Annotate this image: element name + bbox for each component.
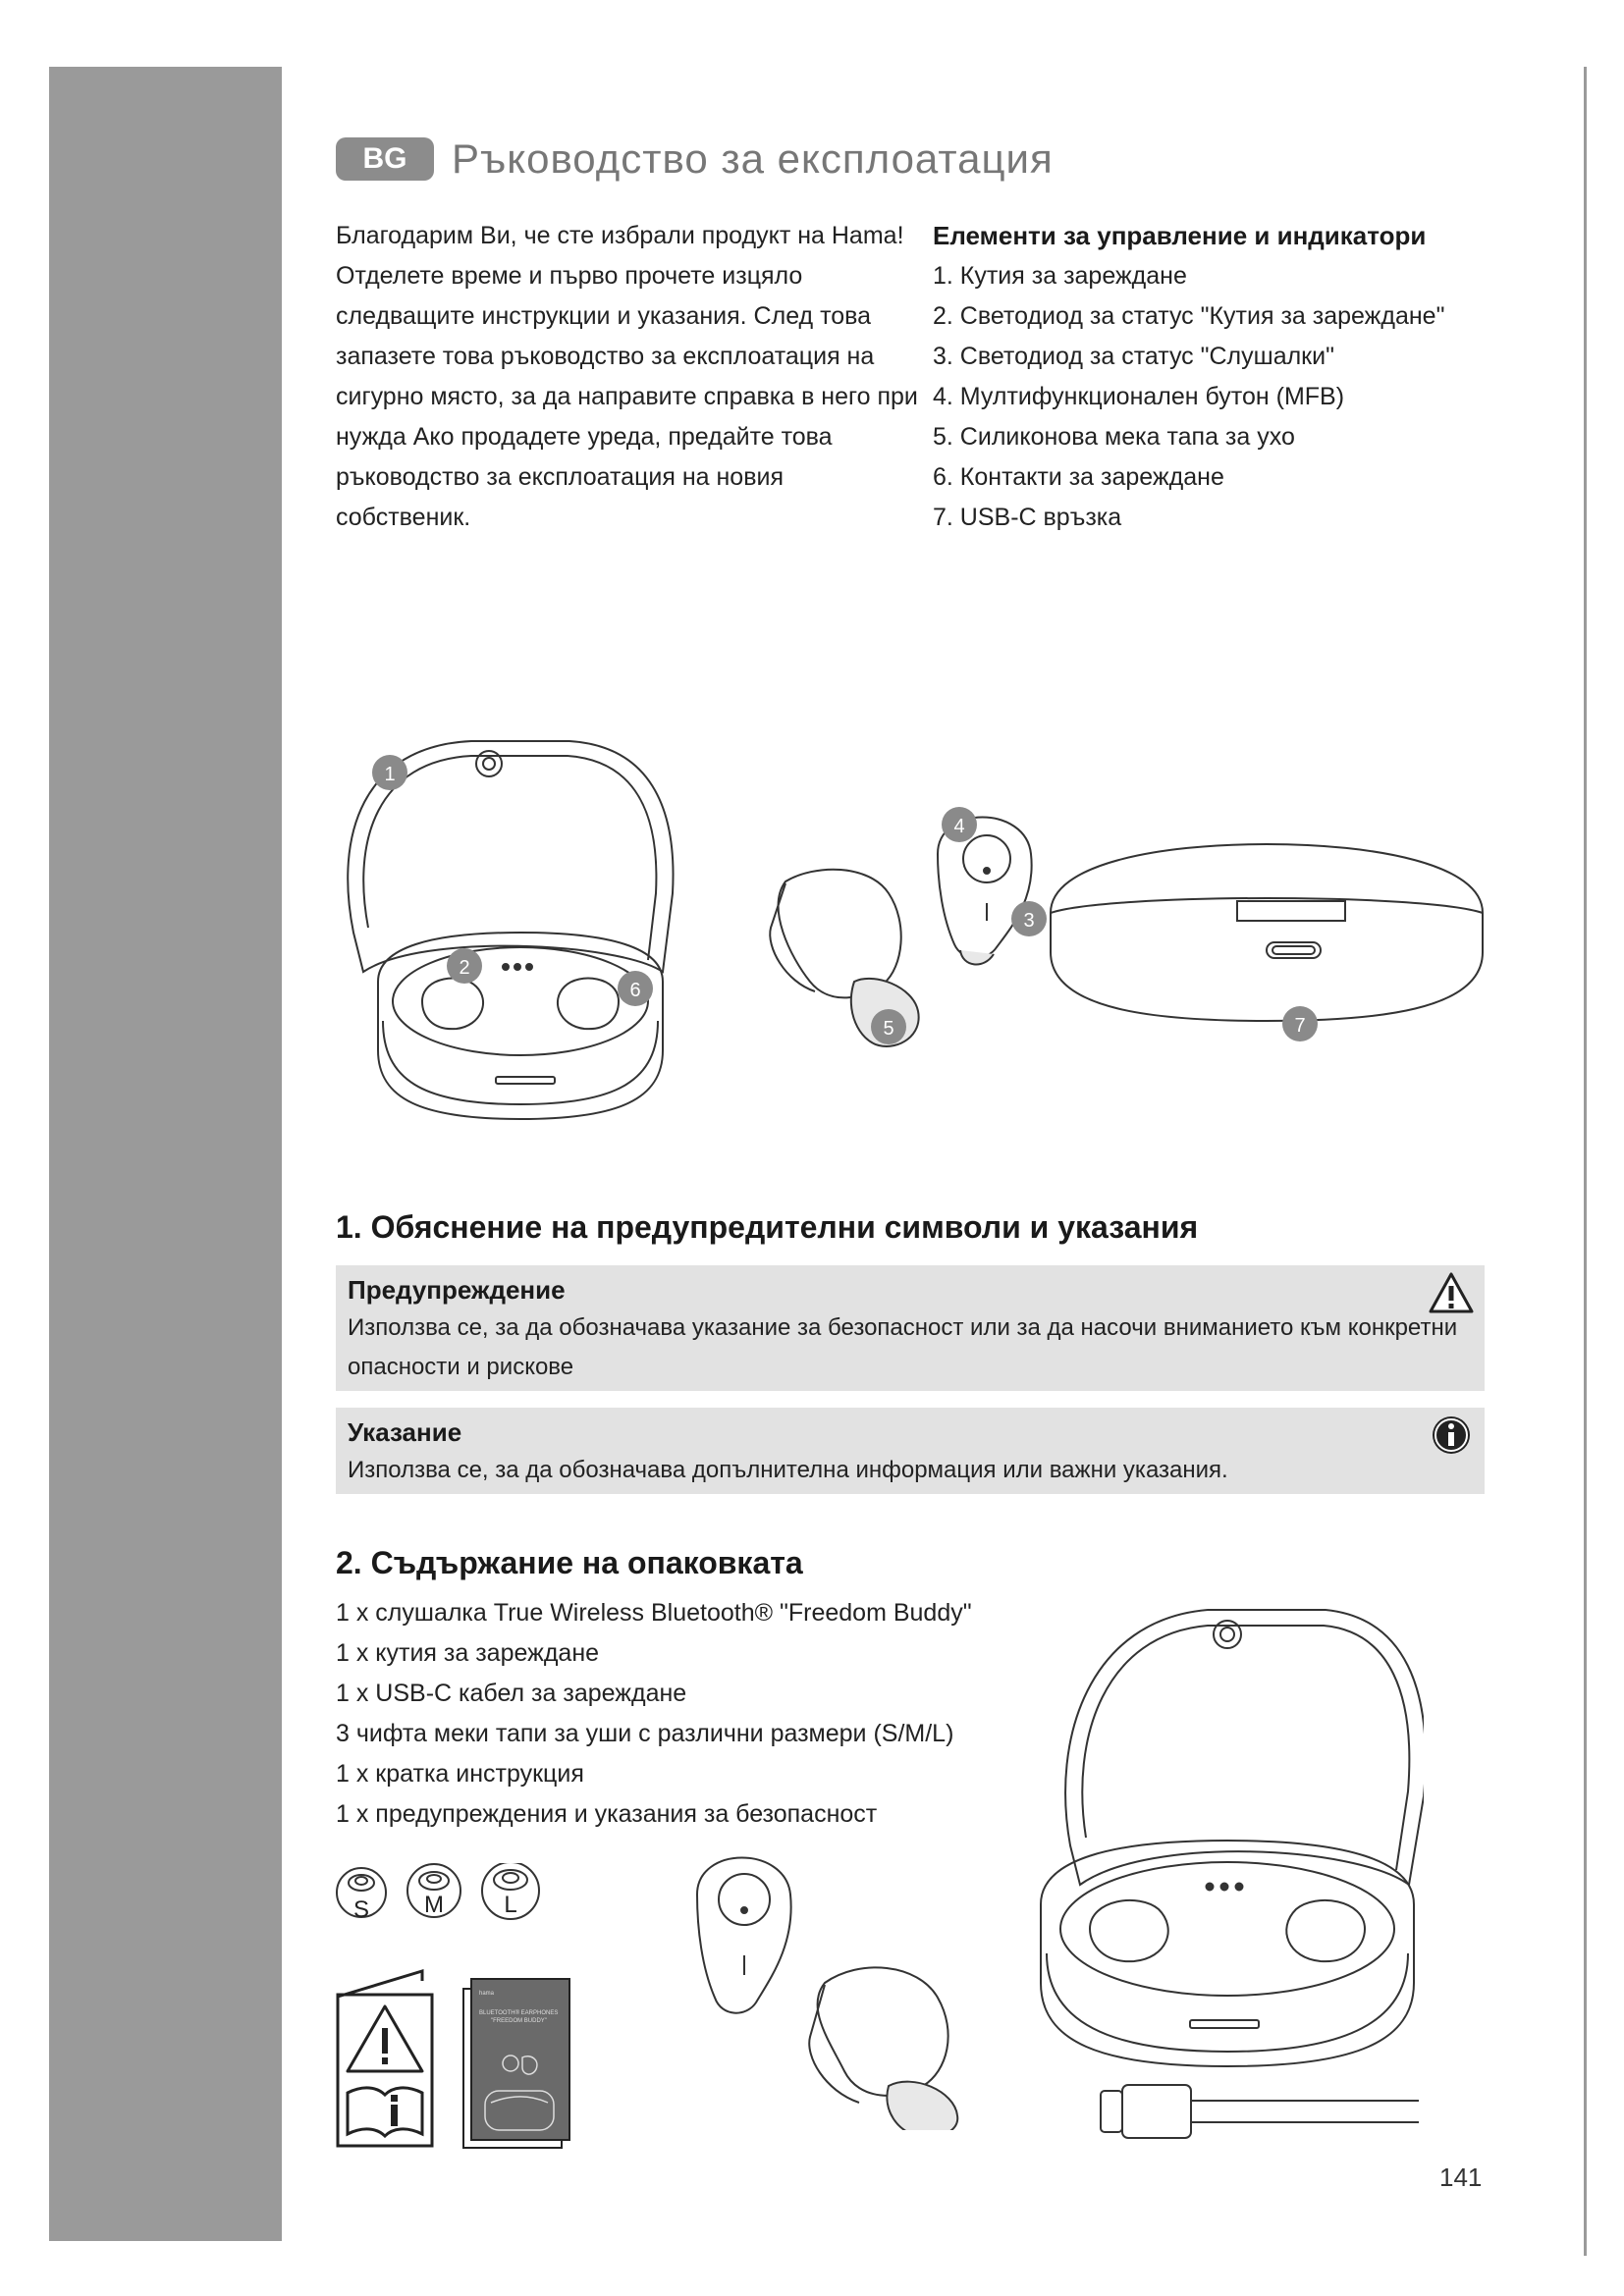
- section-1-heading: 1. Обяснение на предупредителни символи и указания: [336, 1209, 1199, 1245]
- controls-item: 3. Светодиод за статус "Слушалки": [933, 343, 1334, 370]
- callout-3: [1011, 901, 1047, 936]
- note-text: Използва се, за да обозначава допълнителна информация или важни указания.: [348, 1457, 1228, 1483]
- controls-section: [933, 216, 1542, 538]
- controls-heading: Елементи за управление и индикатори: [933, 221, 1427, 250]
- svg-text:M: M: [424, 1892, 444, 1918]
- package-item: 1 x кутия за зареждане: [336, 1639, 600, 1667]
- package-case-illustration: [1031, 1590, 1424, 2101]
- svg-text:1: 1: [384, 764, 396, 785]
- svg-text:2: 2: [459, 957, 470, 979]
- open-charging-case-drawing: [348, 741, 673, 1119]
- callout-1: [372, 755, 407, 790]
- svg-text:6: 6: [629, 980, 641, 1001]
- language-badge: BG: [336, 137, 434, 181]
- warning-text: Използва се, за да обозначава указание за безопасност или за да насочи вниманието към конкретни опасности и рискове: [348, 1314, 1458, 1380]
- callout-5: [871, 1009, 906, 1044]
- ear-tip-large: [482, 1863, 539, 1919]
- svg-text:S: S: [352, 1896, 370, 1922]
- warning-triangle-icon: [1428, 1271, 1475, 1314]
- controls-list: [933, 256, 1542, 538]
- package-earbuds-illustration: [687, 1845, 972, 2130]
- closed-charging-case-drawing: [756, 726, 1483, 1021]
- note-title: Указание: [348, 1417, 462, 1447]
- page-margin-bar: [49, 67, 282, 2241]
- package-item: 1 x предупреждения и указания за безопасност: [336, 1800, 878, 1828]
- callout-7: [1282, 1006, 1318, 1041]
- page-number: 141: [1439, 2163, 1483, 2192]
- controls-item: 1. Кутия за зареждане: [933, 262, 1187, 290]
- quick-guide-line2: "FREEDOM BUDDY": [491, 2018, 547, 2024]
- warning-title: Предупреждение: [348, 1275, 566, 1305]
- ear-tip-medium: [407, 1864, 460, 1918]
- callout-4: [942, 807, 977, 842]
- safety-leaflet-illustration: [334, 1967, 437, 2150]
- svg-text:5: 5: [883, 1018, 894, 1040]
- warning-box: [336, 1265, 1485, 1391]
- callout-6: [618, 971, 653, 1006]
- section-2-heading: 2. Съдържание на опаковката: [336, 1545, 803, 1580]
- controls-item: 5. Силиконова мека тапа за ухо: [933, 423, 1295, 451]
- package-contents-list: [336, 1593, 972, 1835]
- controls-item: 6. Контакти за зареждане: [933, 463, 1224, 491]
- package-item: 1 x USB-C кабел за зареждане: [336, 1680, 687, 1707]
- controls-item: 7. USB-C връзка: [933, 504, 1122, 531]
- usb-c-cable-illustration: [1095, 2071, 1438, 2160]
- ear-tip-small: [337, 1868, 386, 1922]
- page-header: [336, 135, 1054, 183]
- callout-2: [447, 948, 482, 984]
- intro-paragraph: Благодарим Ви, че сте избрали продукт на Hama! Отделете време и първо прочете изцяло следващите инструкции и указания. След това запазете това ръководство за експлоатация на сигурно място, за да направите справка в него при нужда Ако продадете уреда, предайте това ръководство за експлоатация на новия собственик.: [336, 222, 918, 531]
- product-overview-illustration: [324, 726, 1532, 1158]
- quick-guide-brand: hama: [479, 1991, 495, 1997]
- svg-text:L: L: [504, 1892, 517, 1918]
- controls-item: 4. Мултифункционален бутон (MFB): [933, 383, 1345, 410]
- svg-text:4: 4: [953, 816, 965, 837]
- quick-guide-illustration: [461, 1975, 571, 2150]
- package-item: 3 чифта меки тапи за уши с различни размери (S/M/L): [336, 1720, 954, 1747]
- ear-tips-illustration: [332, 1863, 548, 1922]
- svg-text:3: 3: [1023, 910, 1035, 932]
- quick-guide-line1: BLUETOOTH® EARPHONES: [479, 2010, 559, 2016]
- info-circle-icon: [1428, 1414, 1475, 1457]
- page-edge-rule: [1584, 67, 1587, 2256]
- note-box: [336, 1408, 1485, 1494]
- package-item: 1 x слушалка True Wireless Bluetooth® "Freedom Buddy": [336, 1599, 972, 1627]
- package-item: 1 x кратка инструкция: [336, 1760, 584, 1788]
- svg-text:7: 7: [1294, 1015, 1306, 1037]
- controls-item: 2. Светодиод за статус "Кутия за зареждане": [933, 302, 1445, 330]
- page-title: Ръководство за експлоатация: [452, 135, 1054, 182]
